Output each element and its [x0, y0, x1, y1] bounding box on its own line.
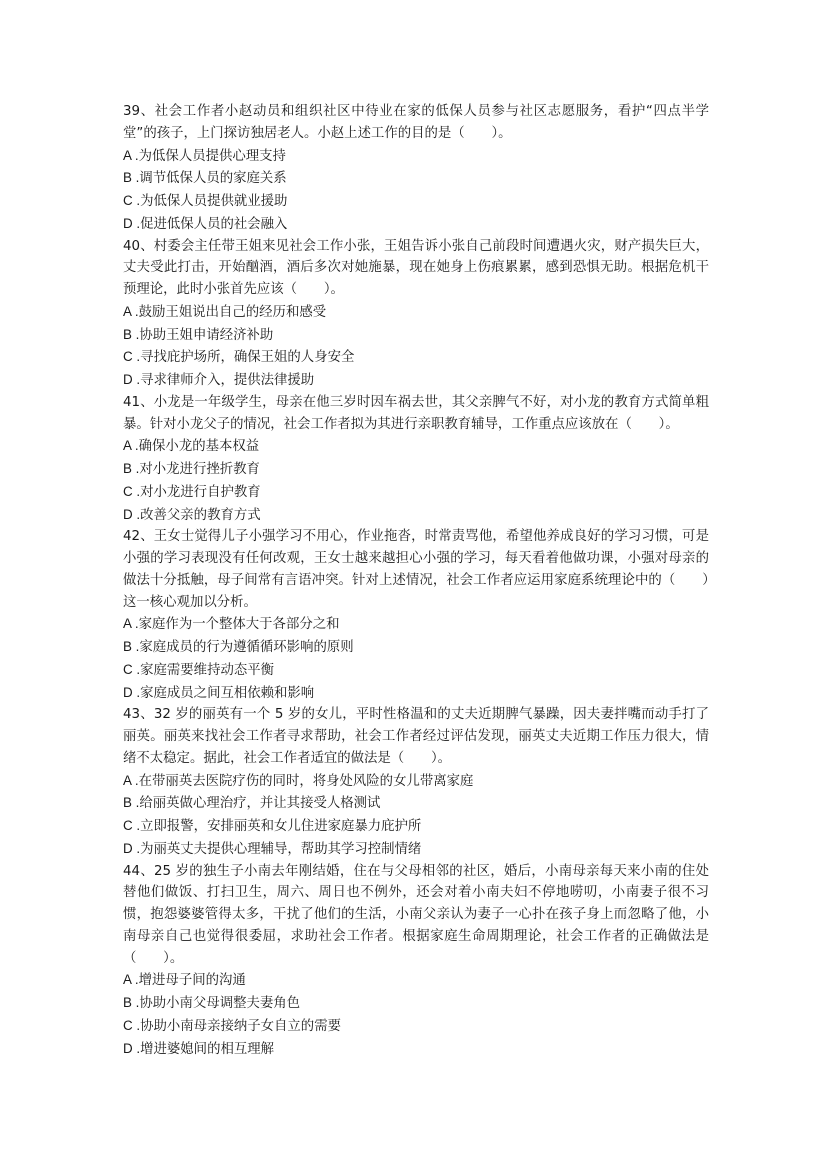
option-letter: A — [123, 147, 132, 163]
option-letter: D — [123, 372, 133, 387]
question-stem: 42、王女士觉得儿子小强学习不用心，作业拖沓，时常责骂他，希望他养成良好的学习习惯，可是小强的学习表现没有任何改观，王女士越来越担心小强的学习，每天看着他做功课，小强对母亲的做法十分抵触，母子间常有言语冲突。针对上述情况，社会工作者应运用家庭系统理论中的（ ）这一核心观加以分析。 — [123, 529, 709, 610]
option-separator: . — [132, 372, 141, 387]
option-a — [123, 301, 709, 324]
option-text: 家庭成员之间互相依赖和影响 — [140, 685, 315, 701]
option-letter: C — [123, 483, 133, 499]
option-b — [123, 324, 709, 347]
option-separator: . — [132, 661, 141, 677]
option-separator: . — [132, 193, 141, 208]
option-text: 家庭需要维持动态平衡 — [140, 662, 275, 678]
option-text: 寻求律师介入，提供法律援助 — [140, 373, 315, 388]
option-b — [123, 167, 709, 190]
option-d — [123, 369, 709, 392]
option-text: 为丽英丈夫提供心理辅导，帮助其学习控制情绪 — [140, 841, 422, 857]
option-d — [123, 504, 709, 527]
option-letter: B — [123, 639, 132, 654]
option-c — [123, 815, 709, 838]
question-42 — [123, 526, 709, 704]
option-text: 给丽英做心理治疗，并让其接受人格测试 — [139, 796, 381, 812]
question-43 — [123, 704, 709, 860]
option-d — [123, 213, 709, 236]
option-c — [123, 190, 709, 213]
question-39 — [123, 101, 709, 236]
option-text: 协助小南母亲接纳子女自立的需要 — [140, 1018, 341, 1034]
option-text: 立即报警，安排丽英和女儿住进家庭暴力庇护所 — [140, 819, 422, 834]
option-list — [123, 301, 709, 392]
question-stem: 41、小龙是一年级学生，母亲在他三岁时因车祸去世，其父亲脾气不好，对小龙的教育方式简单粗暴。针对小龙父子的情况，社会工作者拟为其进行亲职教育辅导，工作重点应该放在（ ）。 — [123, 394, 709, 432]
option-separator: . — [132, 215, 141, 231]
option-text: 在带丽英去医院疗伤的同时，将身处风险的女儿带离家庭 — [138, 773, 474, 789]
question-40 — [123, 236, 709, 392]
option-separator: . — [132, 1017, 141, 1033]
option-a — [123, 969, 709, 992]
option-list — [123, 969, 709, 1060]
option-b — [123, 792, 709, 815]
question-41 — [123, 392, 709, 527]
option-separator: . — [131, 326, 140, 342]
option-letter: A — [123, 972, 132, 988]
option-separator: . — [131, 772, 139, 788]
option-a — [123, 145, 709, 168]
option-separator: . — [132, 506, 141, 522]
option-letter: C — [123, 1017, 133, 1033]
option-text: 对小龙进行自护教育 — [140, 484, 261, 500]
option-text: 寻找庇护场所，确保王姐的人身安全 — [140, 350, 355, 366]
option-letter: B — [123, 170, 132, 186]
option-text: 对小龙进行挫折教育 — [139, 462, 260, 477]
option-letter: D — [123, 1040, 133, 1056]
option-separator: . — [132, 349, 141, 365]
option-letter: B — [123, 461, 132, 476]
option-separator: . — [131, 461, 140, 476]
option-b — [123, 992, 709, 1015]
option-list — [123, 145, 709, 236]
option-d — [123, 682, 709, 705]
option-letter: B — [123, 795, 132, 811]
option-separator: . — [131, 972, 139, 988]
option-text: 鼓励王姐说出自己的经历和感受 — [138, 304, 327, 320]
document-page — [123, 101, 709, 1060]
option-separator: . — [132, 483, 141, 499]
option-separator: . — [131, 639, 140, 654]
option-text: 确保小龙的基本权益 — [138, 439, 260, 455]
option-text: 增进母子间的沟通 — [138, 973, 246, 989]
option-a — [123, 770, 709, 793]
option-separator: . — [132, 1040, 141, 1056]
option-separator: . — [131, 170, 140, 186]
option-text: 为低保人员提供心理支持 — [138, 148, 286, 164]
option-text: 协助王姐申请经济补助 — [139, 327, 274, 343]
option-c — [123, 481, 709, 504]
option-separator: . — [132, 684, 141, 700]
question-stem: 39、社会工作者小赵动员和组织社区中待业在家的低保人员参与社区志愿服务，看护“四点半学堂”的孩子，上门探访独居老人。小赵上述工作的目的是（ ）。 — [123, 104, 709, 141]
option-c — [123, 346, 709, 369]
option-text: 家庭作为一个整体大于各部分之和 — [138, 617, 340, 633]
option-b — [123, 458, 709, 481]
question-stem: 44、25 岁的独生子小南去年刚结婚，住在与父母相邻的社区，婚后，小南母亲每天来小南的住处替他们做饭、打扫卫生，周六、周日也不例外，还会对着小南夫妇不停地唠叨，小南妻子很不习惯，抱怨婆婆管得太多，干扰了他们的生活，小南父亲认为妻子一心扑在孩子身上而忽略了他，小南母亲自己也觉得很委屈，求助社会工作者。根据家庭生命周期理论，社会工作者的正确做法是（ ）。 — [123, 863, 709, 966]
option-letter: A — [123, 616, 132, 632]
option-letter: D — [123, 215, 133, 231]
option-letter: D — [123, 840, 133, 856]
option-text: 调节低保人员的家庭关系 — [139, 171, 287, 187]
option-letter: C — [123, 349, 133, 365]
option-separator: . — [131, 438, 139, 454]
option-text: 促进低保人员的社会融入 — [140, 216, 288, 232]
question-44 — [123, 861, 709, 1061]
option-c — [123, 1015, 709, 1038]
option-letter: B — [123, 326, 132, 342]
option-separator: . — [132, 840, 141, 856]
option-d — [123, 838, 709, 861]
option-list — [123, 435, 709, 526]
option-letter: D — [123, 684, 133, 700]
option-a — [123, 435, 709, 458]
option-separator: . — [131, 616, 139, 632]
option-c — [123, 659, 709, 682]
option-separator: . — [131, 147, 139, 163]
option-letter: C — [123, 661, 133, 677]
option-separator: . — [131, 995, 140, 1010]
option-separator: . — [131, 303, 139, 319]
option-list — [123, 613, 709, 704]
option-text: 改善父亲的教育方式 — [140, 507, 261, 523]
option-letter: C — [123, 818, 133, 833]
option-letter: A — [123, 438, 132, 454]
option-letter: B — [123, 995, 132, 1010]
option-b — [123, 636, 709, 659]
option-letter: D — [123, 506, 133, 522]
option-text: 家庭成员的行为遵循循环影响的原则 — [139, 640, 354, 655]
option-separator: . — [132, 818, 141, 833]
option-list — [123, 770, 709, 861]
option-letter: C — [123, 193, 133, 208]
option-text: 增进婆媳间的相互理解 — [140, 1041, 275, 1057]
option-letter: A — [123, 303, 132, 319]
option-text: 为低保人员提供就业援助 — [140, 194, 288, 209]
option-separator: . — [131, 795, 140, 811]
question-stem: 40、村委会主任带王姐来见社会工作小张，王姐告诉小张自己前段时间遭遇火灾，财产损失巨大，丈夫受此打击，开始酗酒，酒后多次对她施暴，现在她身上伤痕累累，感到恐惧无助。根据危机干预理论，此时小张首先应该（ ）。 — [123, 238, 709, 297]
option-text: 协助小南父母调整夫妻角色 — [139, 996, 301, 1011]
question-stem: 43、32 岁的丽英有一个 5 岁的女儿，平时性格温和的丈夫近期脾气暴躁，因夫妻拌嘴而动手打了丽英。丽英来找社会工作者寻求帮助，社会工作者经过评估发现，丽英丈夫近期工作压力很大，情绪不太稳定。据此，社会工作者适宜的做法是（ ）。 — [123, 707, 709, 766]
option-d — [123, 1038, 709, 1061]
option-letter: A — [123, 772, 132, 788]
option-a — [123, 613, 709, 636]
